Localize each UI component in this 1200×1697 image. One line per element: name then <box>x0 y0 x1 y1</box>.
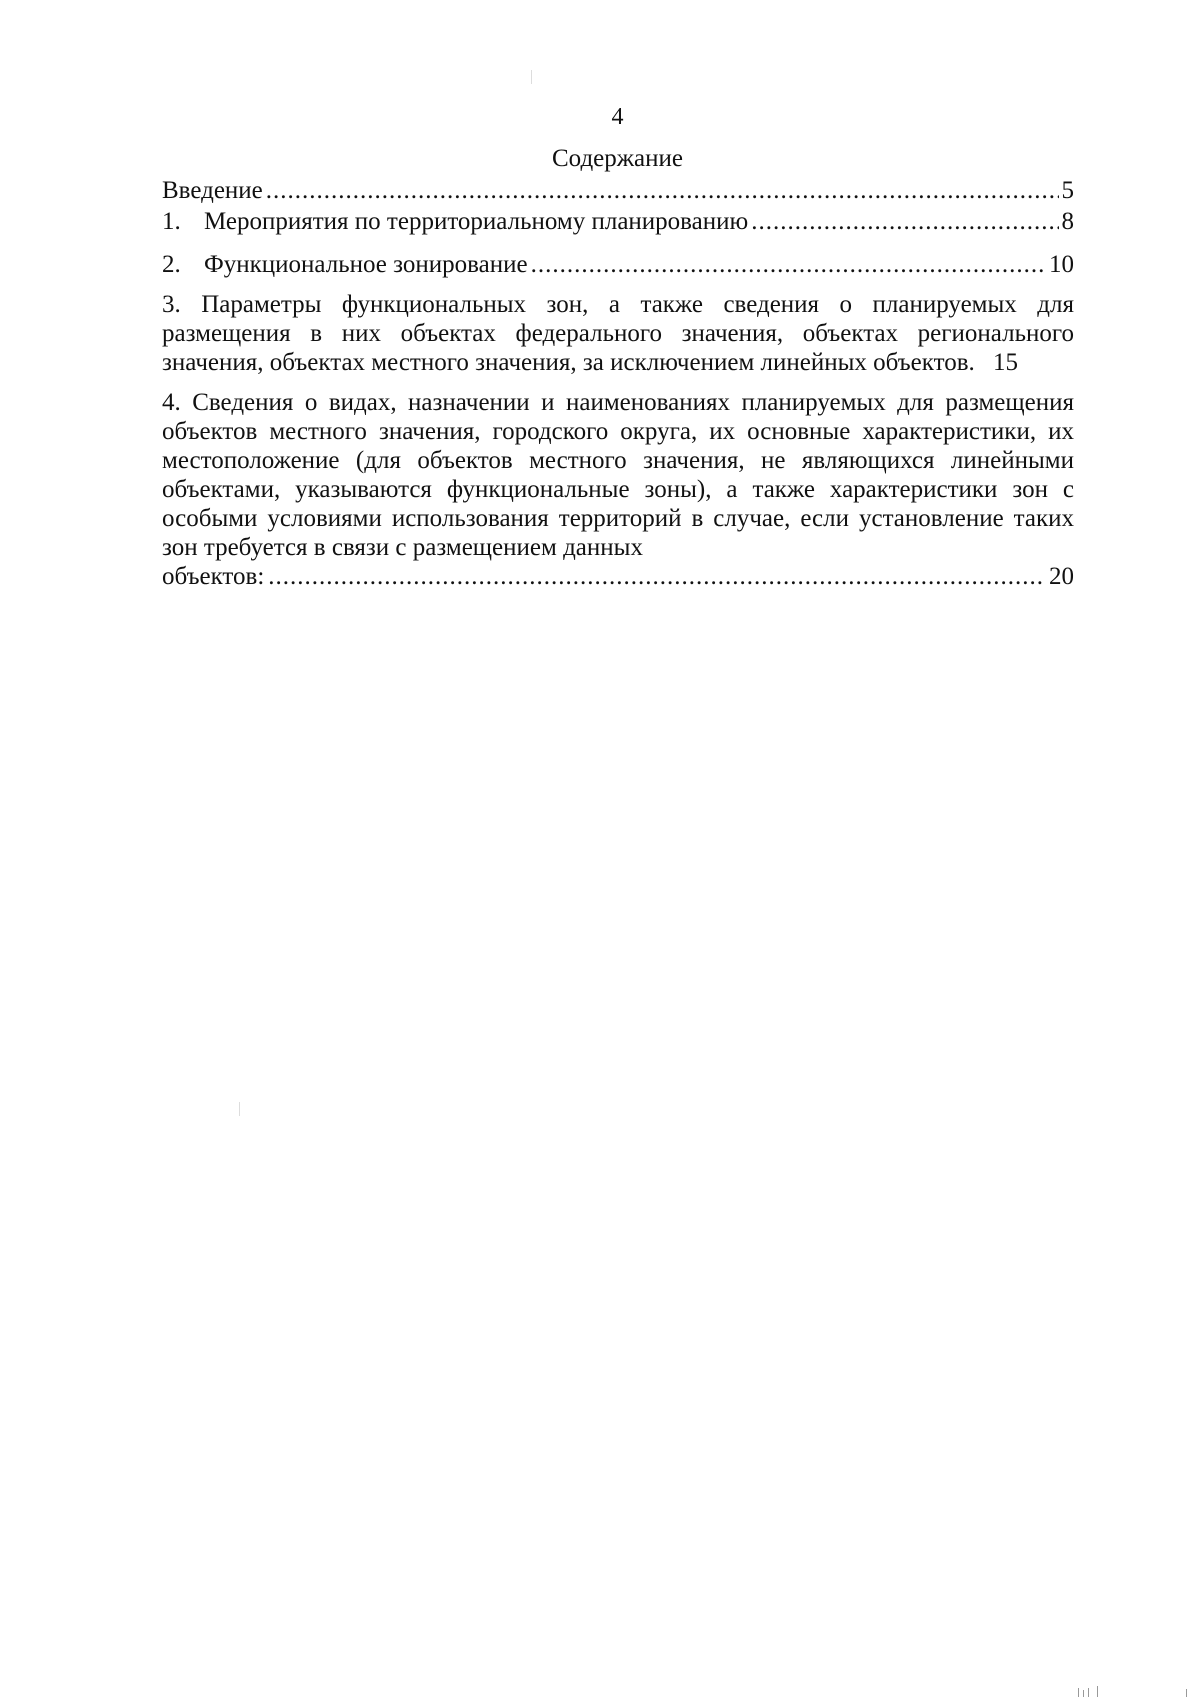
toc-entry-last-text: объектов: <box>162 563 265 590</box>
scan-mark <box>531 70 532 84</box>
scan-mark <box>1078 1688 1079 1697</box>
toc-title: Содержание <box>552 145 683 172</box>
table-of-contents <box>162 176 1074 591</box>
toc-entry-page: 15 <box>993 349 1018 376</box>
toc-entry-introduction[interactable] <box>162 176 1074 205</box>
dot-leader <box>751 207 1058 236</box>
toc-entry-last-line <box>162 562 1074 591</box>
toc-entry-4[interactable] <box>162 388 1074 591</box>
toc-entry-page: 5 <box>1061 177 1074 204</box>
toc-entry-number: 1. <box>162 208 181 235</box>
toc-entry-number: 2. <box>162 251 181 278</box>
scan-mark <box>1097 1686 1098 1697</box>
scan-mark <box>239 1102 240 1116</box>
toc-entry-label: Введение <box>162 177 263 204</box>
toc-entry-page: 20 <box>1049 563 1074 590</box>
toc-entry-1[interactable] <box>162 207 1074 236</box>
toc-entry-page: 8 <box>1061 208 1074 235</box>
dot-leader <box>268 562 1045 591</box>
scan-mark <box>1083 1690 1084 1697</box>
toc-entry-text: 4. Сведения о видах, назначении и наименованиях планируемых для размещения объектов местного значения, городского округа, их основные характеристики, их местоположение (для объектов местного значения, не являющихся линейными объектами, указываются функциональные зоны), а также характеристики зон с особыми условиями использования территорий в случае, если установление таких зон требуется в связи с размещением данных <box>162 389 1074 561</box>
toc-entry-label: Мероприятия по территориальному планированию <box>204 208 749 235</box>
toc-entry-3[interactable] <box>162 290 1074 377</box>
dot-leader <box>266 176 1059 205</box>
toc-entry-label: Функциональное зонирование <box>204 251 528 278</box>
toc-entry-2[interactable] <box>162 250 1074 279</box>
dot-leader <box>531 250 1046 279</box>
toc-entry-page: 10 <box>1049 251 1074 278</box>
page-number: 4 <box>611 104 624 130</box>
toc-entry-text: 3. Параметры функциональных зон, а также сведения о планируемых для размещения в них объектах федерального значения, объектах регионального значения, объектах местного значения, за исключением линейных объектов. <box>162 291 1074 376</box>
scan-mark <box>1088 1688 1089 1697</box>
scan-mark <box>1186 1689 1187 1697</box>
